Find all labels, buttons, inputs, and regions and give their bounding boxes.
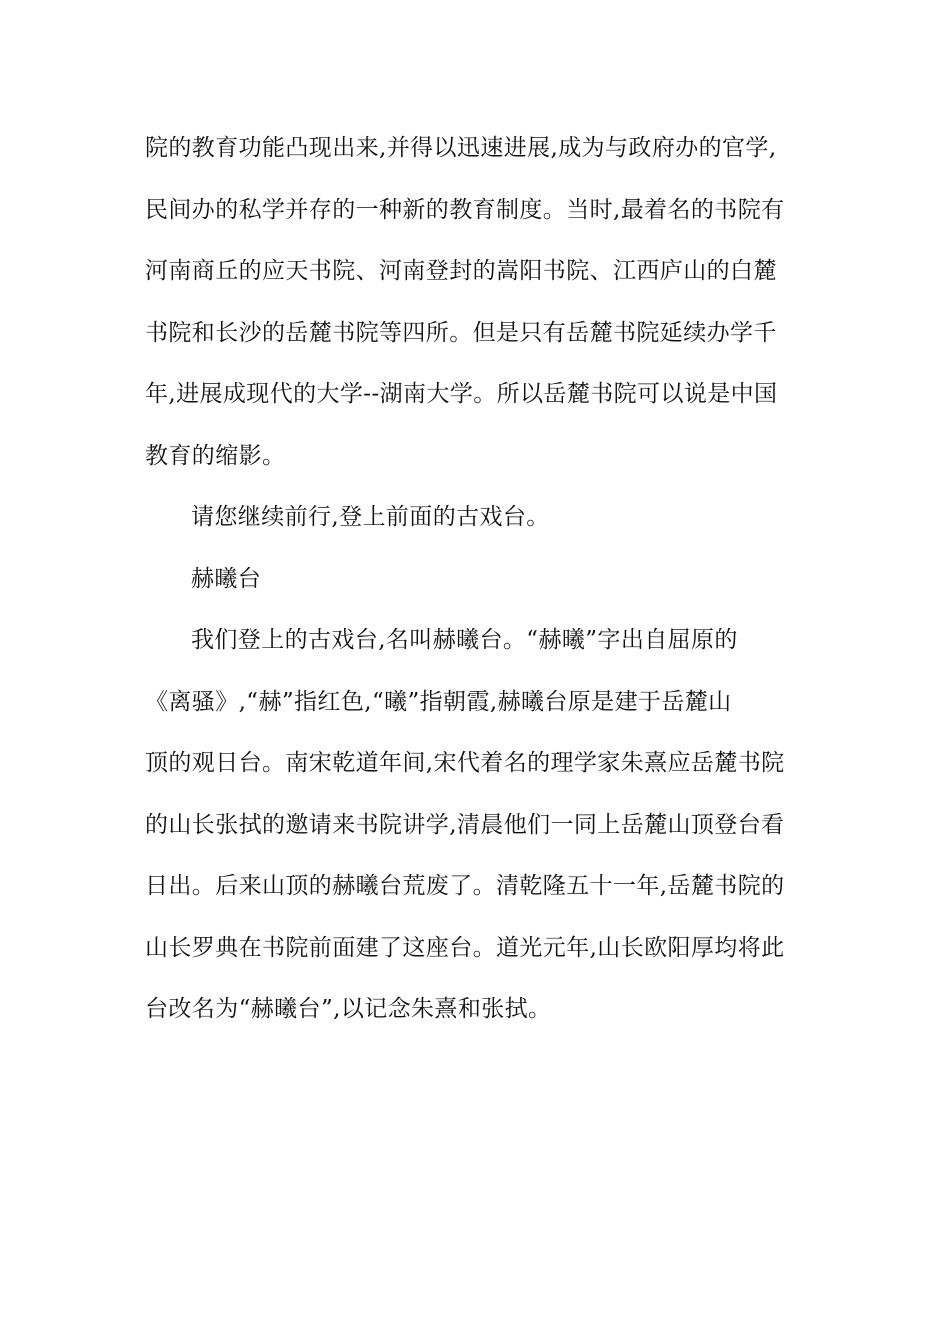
section-heading: 赫曦台 — [191, 565, 262, 592]
text-line: 山长罗典在书院前面建了这座台。道光元年,山长欧阳厚均将此 — [145, 934, 785, 961]
text-line: 年,进展成现代的大学--湖南大学。所以岳麓书院可以说是中国 — [145, 381, 778, 407]
text-line: 我们登上的古戏台,名叫赫曦台。“赫曦”字出自屈原的 — [191, 627, 738, 653]
text-line: 教育的缩影。 — [145, 442, 286, 469]
text-line: 台改名为“赫曦台”,以记念朱熹和张拭。 — [145, 996, 552, 1022]
text-line: 《离骚》,“赫”指红色,“曦”指朝霞,赫曦台原是建于岳麓山 — [145, 688, 732, 715]
text-line: 顶的观日台。南宋乾道年间,宋代着名的理学家朱熹应岳麓书院 — [145, 750, 785, 776]
paragraph-continue-prompt: 请您继续前行,登上前面的古戏台。 — [191, 504, 550, 530]
text-line: 日出。后来山顶的赫曦台荒废了。清乾隆五十一年,岳麓书院的 — [145, 873, 785, 899]
document-body — [145, 118, 810, 1041]
text-line: 书院和长沙的岳麓书院等四所。但是只有岳麓书院延续办学千 — [145, 319, 777, 346]
text-line: 院的教育功能凸现出来,并得以迅速进展,成为与政府办的官学, — [145, 135, 777, 161]
text-line: 民间办的私学并存的一种新的教育制度。当时,最着名的书院有 — [145, 196, 785, 223]
text-line: 河南商丘的应天书院、河南登封的嵩阳书院、江西庐山的白麓 — [145, 258, 777, 284]
text-line: 的山长张拭的邀请来书院讲学,清晨他们一同上岳麓山顶登台看 — [145, 811, 785, 838]
